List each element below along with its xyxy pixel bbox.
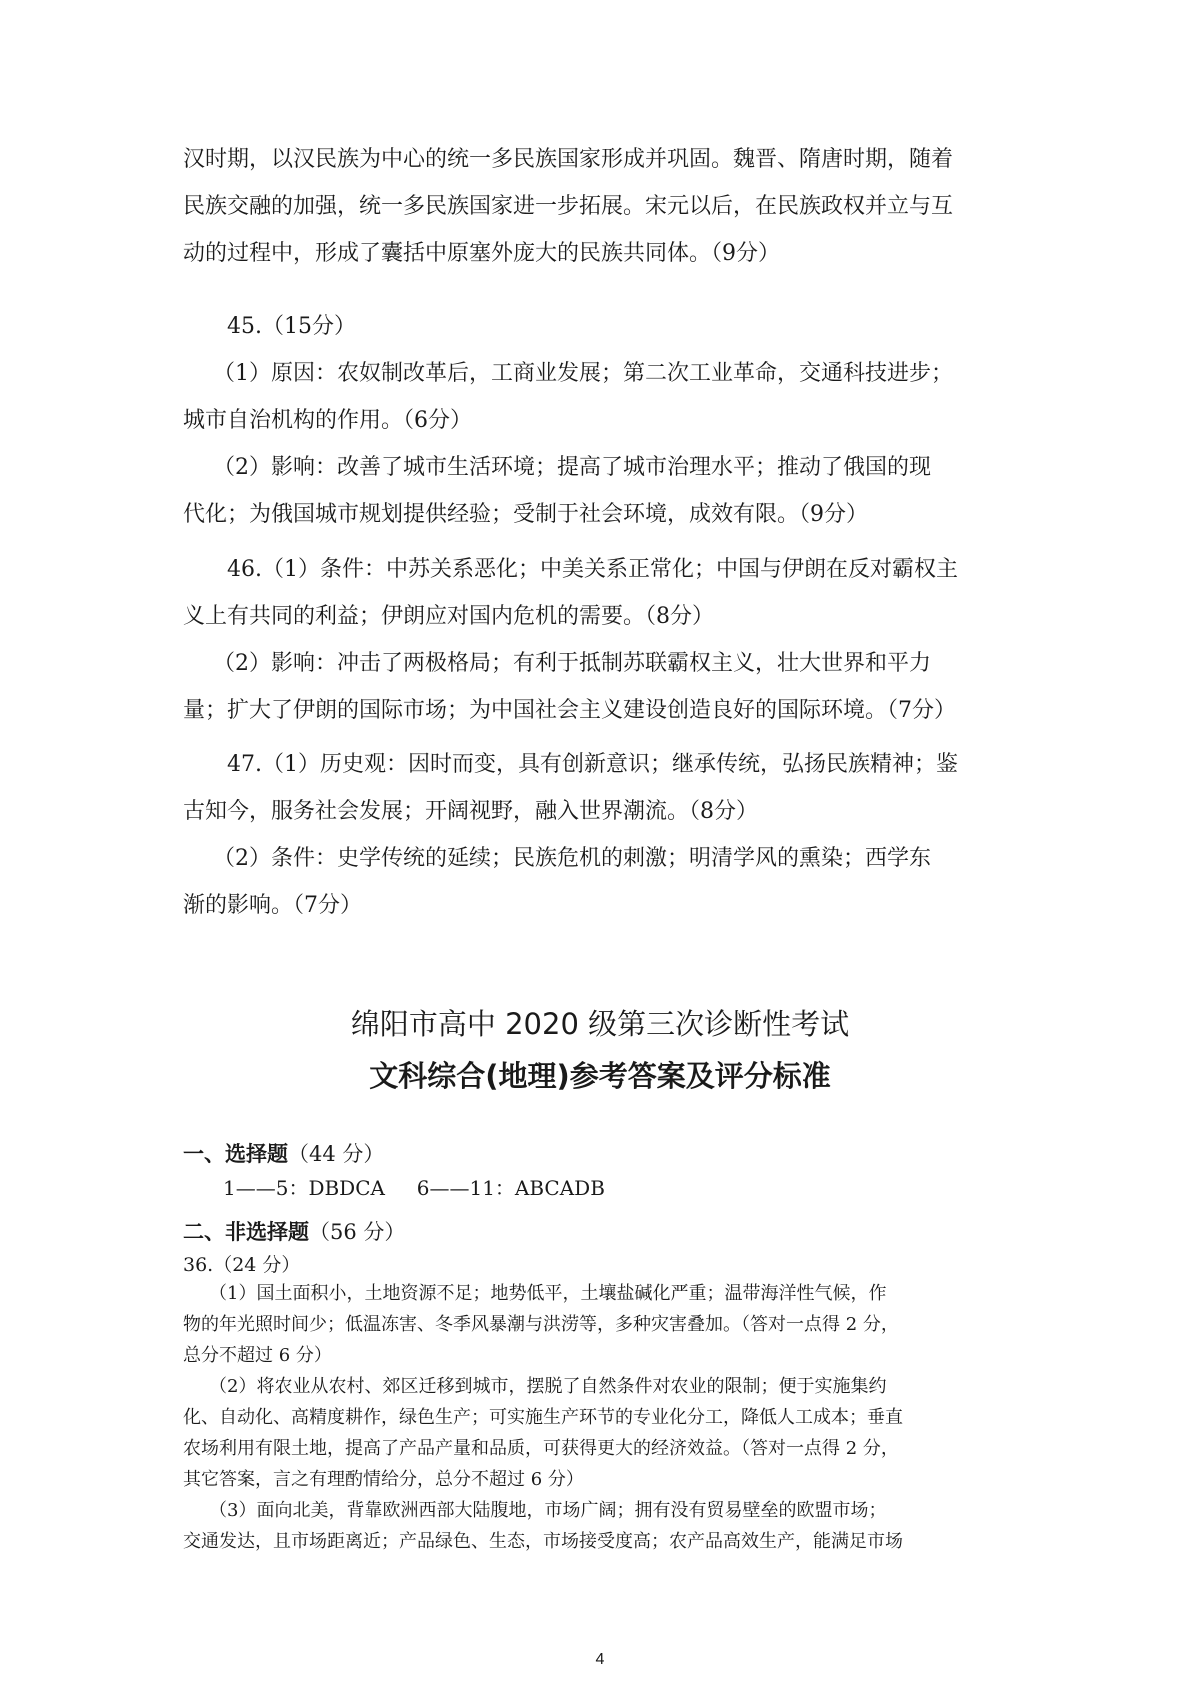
- page-number: 4: [595, 1651, 605, 1668]
- text-line: 汉时期，以汉民族为中心的统一多民族国家形成并巩固。魏晋、隋唐时期，随着: [183, 147, 954, 172]
- answer-key-title: 文科综合(地理)参考答案及评分标准: [369, 1059, 831, 1093]
- section-non-choice: [183, 1216, 405, 1246]
- text-line: 化、自动化、高精度耕作，绿色生产；可实施生产环节的专业化分工，降低人工成本；垂直: [183, 1407, 903, 1428]
- text-line: 城市自治机构的作用。（6分）: [183, 408, 472, 433]
- text-line: 义上有共同的利益；伊朗应对国内危机的需要。（8分）: [183, 604, 714, 629]
- text-line: 动的过程中，形成了囊括中原塞外庞大的民族共同体。（9分）: [183, 241, 780, 266]
- question-heading: 45.（15分）: [227, 314, 356, 339]
- text-line: （2）条件：史学传统的延续；民族危机的刺激；明清学风的熏染；西学东: [213, 846, 931, 871]
- text-line: 46.（1）条件：中苏关系恶化；中美关系正常化；中国与伊朗在反对霸权主: [227, 557, 958, 582]
- text-line: （1）原因：农奴制改革后，工商业发展；第二次工业革命，交通科技进步；: [213, 361, 953, 386]
- section-multiple-choice: [183, 1138, 384, 1168]
- text-line: （2）影响：改善了城市生活环境；提高了城市治理水平；推动了俄国的现: [213, 455, 931, 480]
- section-label: 一、选择题: [183, 1142, 288, 1166]
- text-line: （3）面向北美，背靠欧洲西部大陆腹地，市场广阔；拥有没有贸易壁垒的欧盟市场；: [209, 1500, 887, 1521]
- text-line: 物的年光照时间少；低温冻害、冬季风暴潮与洪涝等，多种灾害叠加。（答对一点得 2 分，: [183, 1314, 899, 1335]
- question-46: [183, 546, 1023, 734]
- text-line: 代化；为俄国城市规划提供经验；受制于社会环境，成效有限。（9分）: [183, 502, 868, 527]
- text-line: 民族交融的加强，统一多民族国家进一步拓展。宋元以后，在民族政权并立与互: [183, 194, 954, 219]
- section-score: （44 分）: [288, 1142, 385, 1166]
- question-47: [183, 741, 1023, 929]
- section-label: 二、非选择题: [183, 1220, 309, 1244]
- question-36-body: [183, 1278, 1023, 1557]
- text-line: 农场利用有限土地，提高了产品产量和品质，可获得更大的经济效益。（答对一点得 2 分，: [183, 1438, 899, 1459]
- paragraph-44-tail: [183, 136, 1023, 277]
- text-line: 量；扩大了伊朗的国际市场；为中国社会主义建设创造良好的国际环境。（7分）: [183, 698, 956, 723]
- text-line: （2）将农业从农村、郊区迁移到城市，摆脱了自然条件对农业的限制；便于实施集约: [209, 1376, 887, 1397]
- text-line: （2）影响：冲击了两极格局；有利于抵制苏联霸权主义，壮大世界和平力: [213, 651, 931, 676]
- question-45: [183, 303, 1023, 538]
- text-line: 渐的影响。（7分）: [183, 893, 362, 918]
- exam-title: 绵阳市高中 2020 级第三次诊断性考试: [350, 1007, 850, 1041]
- text-line: （1）国土面积小，土地资源不足；地势低平，土壤盐碱化严重；温带海洋性气候，作: [209, 1283, 887, 1304]
- choice-answers: 1——5：DBDCA 6——11：ABCADB: [223, 1176, 605, 1200]
- question-36-heading: 36.（24 分）: [183, 1254, 301, 1276]
- text-line: 古知今，服务社会发展；开阔视野，融入世界潮流。（8分）: [183, 799, 758, 824]
- text-line: 其它答案，言之有理酌情给分，总分不超过 6 分）: [183, 1469, 584, 1490]
- text-line: 总分不超过 6 分）: [183, 1345, 332, 1366]
- section-score: （56 分）: [309, 1220, 406, 1244]
- text-line: 47.（1）历史观：因时而变，具有创新意识；继承传统，弘扬民族精神；鉴: [227, 752, 958, 777]
- text-line: 交通发达，且市场距离近；产品绿色、生态，市场接受度高；农产品高效生产，能满足市场: [183, 1531, 903, 1552]
